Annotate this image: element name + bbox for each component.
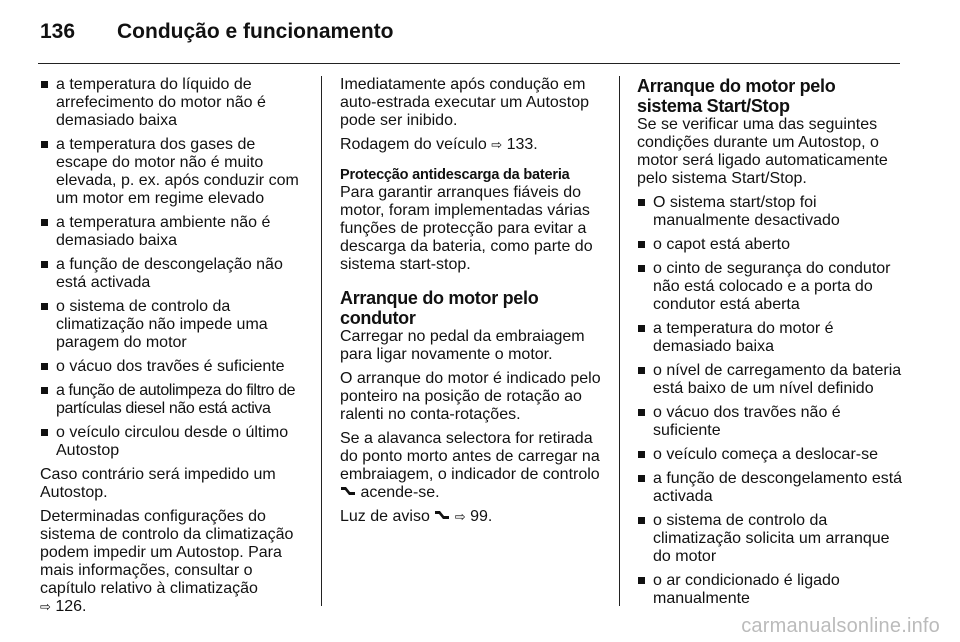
column-divider bbox=[321, 76, 322, 606]
list-item: o vácuo dos travões não é suficiente bbox=[637, 404, 904, 440]
list-item: o veículo começa a deslocar-se bbox=[637, 446, 904, 464]
column-divider bbox=[619, 76, 620, 606]
watermark: carmanualsonline.info bbox=[741, 615, 940, 637]
page-ref-link[interactable]: 99. bbox=[470, 508, 493, 525]
page-ref-icon: ⇨ bbox=[40, 599, 51, 614]
page-ref-icon: ⇨ bbox=[454, 509, 466, 524]
page-ref-link[interactable]: 126. bbox=[55, 598, 87, 615]
paragraph bbox=[340, 508, 610, 526]
paragraph: Caso contrário será impedido um Autostop. bbox=[40, 466, 276, 501]
conditions-list bbox=[40, 76, 310, 460]
list-item: o vácuo dos travões é suficiente bbox=[40, 358, 310, 376]
list-item: o capot está aberto bbox=[637, 236, 904, 254]
page-ref-icon: ⇨ bbox=[491, 137, 503, 152]
page-header bbox=[0, 0, 960, 60]
column-1 bbox=[40, 76, 310, 622]
list-item: o sistema de controlo da climatização não impede uma paragem do motor bbox=[40, 298, 310, 352]
paragraph-text: Se a alavanca selectora for retirada do ponto morto antes de carregar na embraiagem, o indicador de controlo bbox=[340, 430, 600, 483]
page-ref-link[interactable]: 133. bbox=[506, 136, 538, 153]
section-subheading: Protecção antidescarga da bateria bbox=[340, 167, 570, 183]
list-item: a temperatura dos gases de escape do motor não é muito elevada, p. ex. após conduzir com um motor em regime elevado bbox=[40, 136, 310, 208]
paragraph bbox=[340, 136, 610, 154]
list-item: o cinto de segurança do condutor não está colocado e a porta do condutor está aberta bbox=[637, 260, 904, 314]
list-item: O sistema start/stop foi manualmente desactivado bbox=[637, 194, 904, 230]
page-title: Condução e funcionamento bbox=[117, 20, 394, 43]
paragraph-text: Rodagem do veículo bbox=[340, 136, 487, 153]
list-item: a temperatura do líquido de arrefecimento do motor não é demasiado baixa bbox=[40, 76, 310, 130]
paragraph-text: acende-se. bbox=[360, 484, 440, 501]
paragraph-text: Luz de aviso bbox=[340, 508, 430, 525]
column-3 bbox=[637, 76, 904, 614]
warning-light-icon bbox=[340, 484, 356, 502]
paragraph: Se se verificar uma das seguintes condições durante um Autostop, o motor será ligado automaticamente pelo sistema Start/Stop. bbox=[637, 116, 888, 187]
column-2 bbox=[340, 76, 610, 532]
paragraph: O arranque do motor é indicado pelo ponteiro na posição de rotação ao ralenti no conta-rotações. bbox=[340, 370, 601, 423]
paragraph bbox=[340, 430, 610, 502]
restart-conditions-list bbox=[637, 194, 904, 608]
warning-light-icon bbox=[434, 508, 450, 526]
header-rule bbox=[38, 63, 900, 64]
paragraph bbox=[40, 508, 310, 616]
paragraph: Carregar no pedal da embraiagem para ligar novamente o motor. bbox=[340, 328, 585, 363]
list-item: a função de autolimpeza do filtro de partículas diesel não está activa bbox=[40, 382, 310, 418]
list-item: a temperatura do motor é demasiado baixa bbox=[637, 320, 904, 356]
list-item: o ar condicionado é ligado manualmente bbox=[637, 572, 904, 608]
paragraph-text: Determinadas configurações do sistema de controlo da climatização podem impedir um Autostop. Para mais informações, consultar o capítulo relativo à climatização bbox=[40, 508, 294, 597]
paragraph: Para garantir arranques fiáveis do motor, foram implementadas várias funções de protecção para evitar a descarga da bateria, como parte do sistema start-stop. bbox=[340, 184, 593, 273]
list-item: o sistema de controlo da climatização solicita um arranque do motor bbox=[637, 512, 904, 566]
list-item: a função de descongelação não está activada bbox=[40, 256, 310, 292]
page-number: 136 bbox=[40, 20, 76, 43]
list-item: o veículo circulou desde o último Autostop bbox=[40, 424, 310, 460]
section-heading: Arranque do motor pelo sistema Start/Stop bbox=[637, 76, 836, 116]
list-item: o nível de carregamento da bateria está baixo de um nível definido bbox=[637, 362, 904, 398]
section-heading: Arranque do motor pelo condutor bbox=[340, 288, 539, 328]
list-item: a função de descongelamento está activada bbox=[637, 470, 904, 506]
list-item: a temperatura ambiente não é demasiado baixa bbox=[40, 214, 310, 250]
paragraph: Imediatamente após condução em auto-estrada executar um Autostop pode ser inibido. bbox=[340, 76, 590, 129]
